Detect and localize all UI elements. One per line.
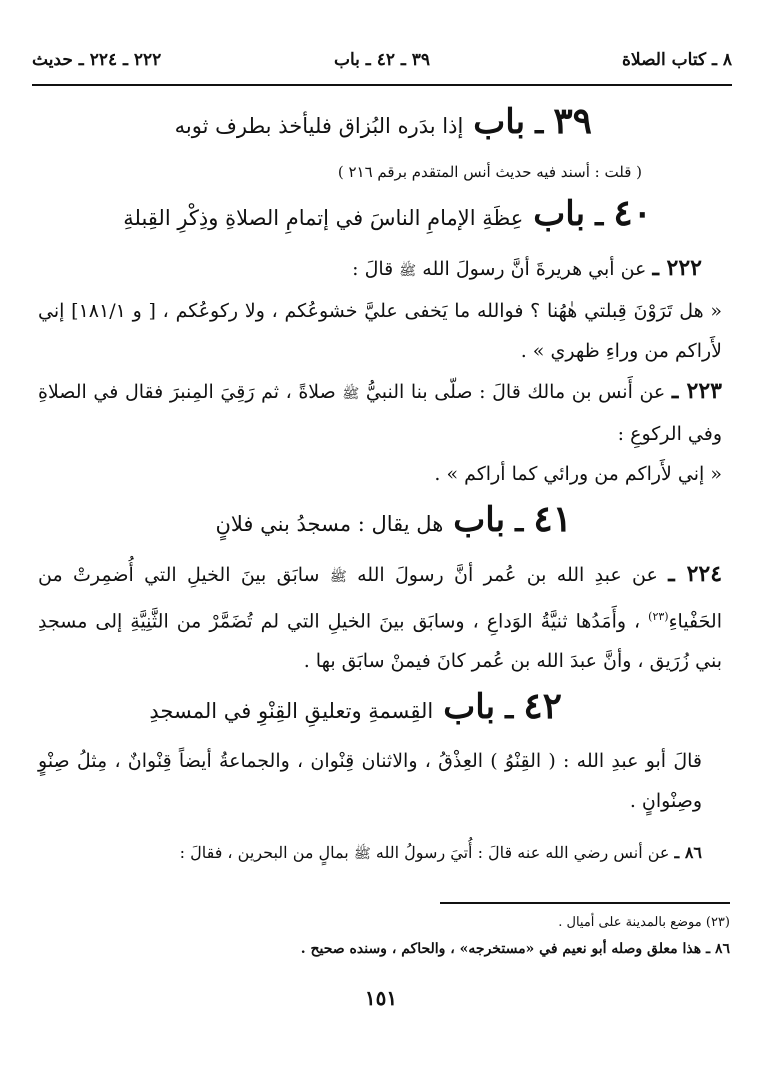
- hadith-222: [38, 248, 722, 291]
- bab-42-heading: [38, 685, 722, 741]
- bab-number: ٤١: [533, 498, 572, 540]
- hadith-223: [38, 371, 722, 454]
- bab-dash: ـ: [595, 199, 604, 232]
- page-body: [38, 96, 722, 872]
- header-chapters: ٣٩ ـ ٤٢ ـ باب: [333, 50, 431, 70]
- bab-number: ٤٠: [613, 192, 652, 234]
- hadith-223-quote: « إني لأَراكم من ورائي كما أراكم » .: [434, 463, 722, 485]
- hadith-rest-2: ، وأَمَدُها ثنيَّةُ الوَداعِ ، وسابَق بينَ الخيلِ التي لم تُضَمَّرْ من الثَّنِيَّةِ إلى مسجدِ بني زُرَيق ، وأنَّ عبدَ الله بن عُمر كانَ فيمنْ سابَق بها .: [38, 610, 722, 673]
- hadith-intro: عن عبدِ الله بن عُمر أنَّ رسولَ الله: [357, 564, 658, 586]
- salutation-glyph: ﷺ: [353, 846, 371, 863]
- bab-title: إذا بدَره البُزاق فليأخذ بطرف ثوبه: [174, 114, 464, 138]
- hadith-intro: عن أَنس بن مالك قالَ : صلّى بنا النبيُّ: [365, 381, 666, 403]
- bab-word: باب: [453, 500, 506, 540]
- salutation-glyph: ﷺ: [399, 263, 417, 279]
- hadith-rest: بمالٍ من البحرين ، فقالَ :: [179, 843, 349, 863]
- header-chapter: ٨ ـ كتاب الصلاة: [622, 50, 732, 70]
- hadith-number: ٨٦ ـ: [674, 843, 702, 863]
- hadith-number: ٢٢٢ ـ: [652, 255, 702, 281]
- footnote-ref[interactable]: (٢٣): [648, 610, 669, 623]
- footnote-rule: [440, 902, 730, 904]
- bab-39-note: ( قلت : أسند فيه حديث أنس المتقدم برقم ٢١٦ ): [337, 163, 642, 181]
- header-rule: [32, 84, 732, 86]
- running-header: [32, 42, 732, 78]
- bab-word: باب: [473, 102, 526, 142]
- bab-dash: ـ: [535, 107, 544, 140]
- bab-42-text: قالَ أبو عبدِ الله : ( القِنْوُ ) العِذْقُ ، والاثنان قِنْوان ، والجماعةُ أيضاً قِنْوانٌ ، مِثلُ صِنْوٍ وصِنْوانٍ .: [38, 750, 702, 813]
- salutation-glyph: ﷺ: [342, 386, 360, 402]
- hadith-number: ٢٢٤ ـ: [668, 561, 723, 587]
- footnotes: [40, 910, 730, 962]
- hadith-86: [38, 835, 722, 872]
- header-hadiths: ٢٢٢ ـ ٢٢٤ ـ حديث: [32, 50, 162, 70]
- footnote-23: (٢٣) موضع بالمدينة على أميال .: [558, 915, 730, 930]
- hadith-rest: سابَق بينَ الخيلِ التي أُضمِرتْ من الحَفْياءِ: [38, 564, 722, 633]
- hadith-intro: عن أبي هريرةَ أنَّ رسولَ الله: [422, 258, 647, 280]
- hadith-intro: عن أنس رضي الله عنه قالَ : أُتيَ رسولُ الله: [375, 843, 670, 863]
- hadith-224: [38, 554, 722, 681]
- bab-title: هل يقال : مسجدُ بني فلانٍ: [215, 512, 444, 536]
- bab-number: ٤٢: [523, 685, 562, 728]
- bab-title: عِظَةِ الإمامِ الناسَ في إتمامِ الصلاةِ وذِكْرِ القِبلةِ: [123, 206, 524, 230]
- footnote-86: ٨٦ ـ هذا معلق وصله أبو نعيم في «مستخرجه» ، والحاكم ، وسنده صحيح .: [300, 941, 730, 957]
- bab-number: ٣٩: [553, 100, 592, 142]
- page-number: ١٥١: [364, 986, 398, 1010]
- hadith-number: ٢٢٣ ـ: [671, 378, 722, 404]
- bab-title: القِسمةِ وتعليقِ القِنْوِ في المسجدِ: [149, 699, 434, 724]
- hadith-said: قالَ :: [352, 258, 394, 280]
- bab-dash: ـ: [505, 692, 514, 726]
- salutation-glyph: ﷺ: [329, 569, 347, 585]
- bab-dash: ـ: [515, 505, 524, 538]
- hadith-222-text: « هل تَرَوْنَ قِبلتي هٰهُنا ؟ فوالله ما يَخفى عليَّ خشوعُكم ، ولا ركوعُكم ، [ و ١٨١/١] إني لأَراكم من وراءِ ظهري » .: [38, 300, 722, 362]
- bab-40-heading: [38, 192, 722, 248]
- bab-39-heading: [38, 100, 722, 156]
- bab-word: باب: [533, 194, 586, 234]
- bab-41-heading: [38, 498, 722, 554]
- hadith-rest: صلاةً ، ثم رَقِيَ المِنبرَ فقال في الصلاةِ وفي الركوعِ :: [38, 381, 722, 445]
- bab-word: باب: [443, 687, 496, 728]
